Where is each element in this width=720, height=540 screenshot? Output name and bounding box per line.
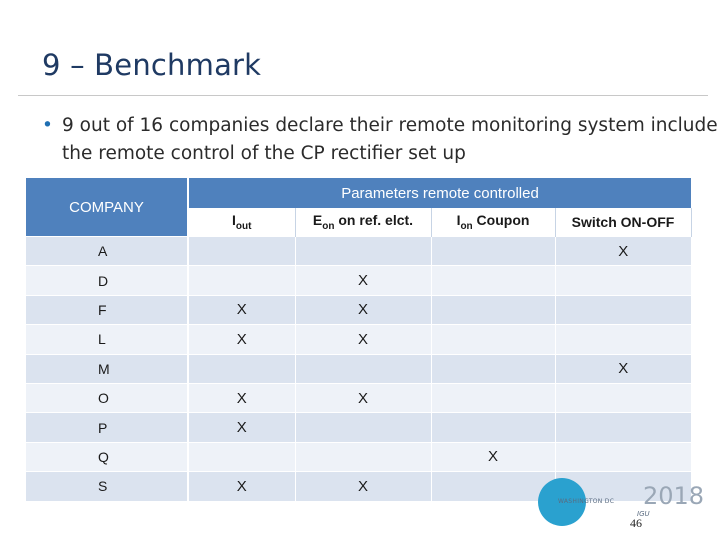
column-header: [555, 208, 691, 237]
event-logo: [536, 470, 705, 530]
page-number: 46: [630, 516, 642, 530]
column-header-main: E: [312, 212, 323, 229]
table-cell: [295, 237, 431, 266]
column-header-rest: on ref. elct.: [334, 212, 414, 229]
company-name: M: [26, 354, 188, 383]
table-cell: [555, 266, 691, 295]
table-cell: X: [188, 413, 295, 442]
company-name: D: [26, 266, 188, 295]
company-name: L: [26, 325, 188, 354]
bullet-text: 9 out of 16 companies declare their remote monitoring system include the remote control of the CP rectifier set up: [62, 115, 718, 164]
logo-org: IGU: [637, 510, 650, 518]
company-name: A: [26, 237, 188, 266]
table-cell: [188, 237, 295, 266]
parameters-header: Parameters remote controlled: [188, 178, 691, 208]
table-row: [26, 237, 691, 266]
table-row: [26, 295, 691, 324]
table-cell: X: [555, 354, 691, 383]
table-cell: X: [431, 442, 555, 471]
table-cell: [431, 266, 555, 295]
table-cell: [555, 413, 691, 442]
table-cell: [555, 442, 691, 471]
table-row: [26, 266, 691, 295]
table-row: [26, 325, 691, 354]
table-cell: [431, 325, 555, 354]
company-name: P: [26, 413, 188, 442]
table-cell: X: [188, 383, 295, 412]
table-cell: [295, 354, 431, 383]
table-cell: [188, 442, 295, 471]
column-header-subscript: on: [322, 220, 335, 232]
table-cell: X: [295, 266, 431, 295]
table-row: [26, 354, 691, 383]
table-cell: X: [188, 295, 295, 324]
company-header: COMPANY: [26, 178, 188, 237]
slide-title: 9 – Benchmark: [42, 48, 262, 82]
column-header: [295, 208, 431, 237]
table-cell: [431, 295, 555, 324]
bullet-point: [42, 112, 720, 168]
company-name: Q: [26, 442, 188, 471]
company-name: F: [26, 295, 188, 324]
table-row: [26, 413, 691, 442]
company-name: S: [26, 472, 188, 501]
column-header-main: I: [232, 212, 236, 229]
bullet-marker: •: [42, 115, 53, 136]
table-cell: X: [188, 472, 295, 501]
table-cell: [188, 266, 295, 295]
benchmark-table: [26, 178, 692, 501]
table-cell: X: [555, 237, 691, 266]
table-cell: [555, 295, 691, 324]
company-name: O: [26, 383, 188, 412]
table-row: [26, 383, 691, 412]
table-cell: [555, 325, 691, 354]
table-cell: [431, 383, 555, 412]
table-cell: [431, 413, 555, 442]
column-header: [188, 208, 295, 237]
column-header-main: Switch ON-OFF: [571, 214, 675, 230]
column-header-main: I: [456, 212, 461, 229]
table-cell: X: [295, 472, 431, 501]
table-row: [26, 442, 691, 471]
column-header-subscript: out: [235, 220, 252, 232]
logo-year: 2018: [643, 482, 705, 510]
title-divider: [18, 95, 708, 96]
table-cell: X: [188, 325, 295, 354]
table-cell: [188, 354, 295, 383]
table-cell: [431, 354, 555, 383]
table-cell: X: [295, 383, 431, 412]
column-header: [431, 208, 555, 237]
table-cell: [431, 237, 555, 266]
table-cell: X: [295, 295, 431, 324]
table-cell: X: [295, 325, 431, 354]
column-header-rest: Coupon: [472, 212, 530, 229]
table-cell: [555, 383, 691, 412]
table-cell: [295, 413, 431, 442]
column-header-subscript: on: [460, 220, 473, 232]
table-cell: [295, 442, 431, 471]
logo-city: WASHINGTON DC: [558, 498, 615, 505]
